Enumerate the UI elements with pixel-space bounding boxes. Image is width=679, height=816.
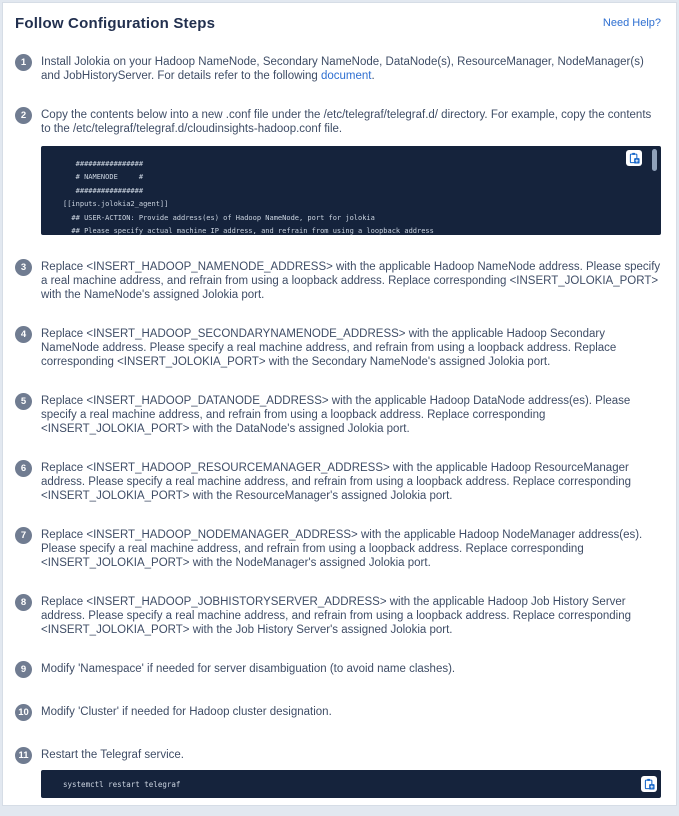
step-9-body bbox=[41, 661, 661, 676]
step-4-body bbox=[41, 326, 661, 369]
step-8-text: Replace <INSERT_HADOOP_JOBHISTORYSERVER_ADDRESS> with the applicable Hadoop Job History Server address. Please specify a real machine address, and refrain from using a loopback address. Replace corresponding <INSERT_JOLOKIA_PORT> with the Job History Server's assigned Jolokia port. bbox=[41, 596, 632, 636]
step-5 bbox=[15, 393, 661, 436]
step-1-text-after: . bbox=[371, 70, 375, 82]
step-9 bbox=[15, 661, 661, 678]
step-3-body bbox=[41, 259, 661, 302]
step-11-body bbox=[41, 747, 661, 798]
step-11-number-badge: 11 bbox=[15, 747, 32, 764]
step-2-text: Copy the contents below into a new .conf file under the /etc/telegraf/telegraf.d/ directory. For example, copy the contents to the /etc/telegraf/telegraf.d/cloudinsights-hadoop.conf file. bbox=[41, 109, 652, 135]
step-1-text bbox=[41, 55, 661, 83]
need-help-link[interactable]: Need Help? bbox=[602, 17, 661, 29]
step-1 bbox=[15, 54, 661, 83]
code-line: ## Please specify actual machine IP address, and refrain from using a loopback address bbox=[63, 227, 434, 235]
step-8-body bbox=[41, 594, 661, 637]
step-6-number-badge: 6 bbox=[15, 460, 32, 477]
step-9-text: Modify 'Namespace' if needed for server disambiguation (to avoid name clashes). bbox=[41, 663, 456, 675]
panel-header bbox=[15, 15, 661, 32]
step-6 bbox=[15, 460, 661, 503]
copy-command-button[interactable] bbox=[641, 776, 657, 792]
step-5-text: Replace <INSERT_HADOOP_DATANODE_ADDRESS> with the applicable Hadoop DataNode address(es). Please specify a real machine address, and refrain from using a loopback address. Replace corresponding <INSERT_JOLOKIA_PORT> with the DataNode's assigned Jolokia port. bbox=[41, 395, 631, 435]
step-7-body bbox=[41, 527, 661, 570]
telegraf-config-code bbox=[41, 146, 661, 235]
copy-icon bbox=[628, 152, 640, 164]
step-10-body bbox=[41, 704, 661, 719]
code-line: ################ bbox=[63, 186, 144, 195]
step-3 bbox=[15, 259, 661, 302]
step-3-number-badge: 3 bbox=[15, 259, 32, 276]
step-7 bbox=[15, 527, 661, 570]
step-11 bbox=[15, 747, 661, 798]
copy-config-button[interactable] bbox=[626, 150, 642, 166]
step-7-text: Replace <INSERT_HADOOP_NODEMANAGER_ADDRESS> with the applicable Hadoop NodeManager address(es). Please specify a real machine address, and refrain from using a loopback address. Replace corresponding <INSERT_JOLOKIA_PORT> with the NodeManager's assigned Jolokia port. bbox=[41, 529, 643, 569]
step-6-body bbox=[41, 460, 661, 503]
step-10-text: Modify 'Cluster' if needed for Hadoop cluster designation. bbox=[41, 706, 332, 718]
step-1-number-badge: 1 bbox=[15, 54, 32, 71]
step-9-number-badge: 9 bbox=[15, 661, 32, 678]
step-5-number-badge: 5 bbox=[15, 393, 32, 410]
restart-command: systemctl restart telegraf bbox=[63, 779, 181, 789]
step-1-text-before: Install Jolokia on your Hadoop NameNode, Secondary NameNode, DataNode(s), ResourceManager, NodeManager(s) and JobHistoryServer. For details refer to the following bbox=[41, 56, 644, 82]
step-2 bbox=[15, 107, 661, 235]
code-line: [[inputs.jolokia2_agent]] bbox=[63, 200, 169, 209]
step-7-number-badge: 7 bbox=[15, 527, 32, 544]
step-5-body bbox=[41, 393, 661, 436]
step-10 bbox=[15, 704, 661, 721]
step-2-body bbox=[41, 107, 661, 235]
code-line: ## USER-ACTION: Provide address(es) of Hadoop NameNode, port for jolokia bbox=[63, 213, 375, 222]
telegraf-config-code-block bbox=[41, 146, 661, 235]
restart-command-code-block bbox=[41, 770, 661, 798]
document-link[interactable]: document bbox=[320, 70, 372, 82]
configuration-panel bbox=[2, 2, 677, 806]
code-line: # NAMENODE # bbox=[63, 173, 144, 182]
step-4-number-badge: 4 bbox=[15, 326, 32, 343]
step-1-body bbox=[41, 54, 661, 83]
code-line: ################ bbox=[63, 160, 144, 168]
step-11-text: Restart the Telegraf service. bbox=[41, 749, 184, 761]
step-8-number-badge: 8 bbox=[15, 594, 32, 611]
copy-icon bbox=[643, 778, 655, 790]
code-scrollbar-thumb[interactable] bbox=[652, 149, 657, 171]
step-3-text: Replace <INSERT_HADOOP_NAMENODE_ADDRESS> with the applicable Hadoop NameNode address. Please specify a real machine address, and refrain from using a loopback address. Replace corresponding <INSERT_JOLOKIA_PORT> with the NameNode's assigned Jolokia port. bbox=[41, 261, 661, 301]
step-6-text: Replace <INSERT_HADOOP_RESOURCEMANAGER_ADDRESS> with the applicable Hadoop ResourceManager address. Please specify a real machine address, and refrain from using a loopback address. Replace corresponding <INSERT_JOLOKIA_PORT> with the ResourceManager's assigned Jolokia port. bbox=[41, 462, 632, 502]
step-2-number-badge: 2 bbox=[15, 107, 32, 124]
step-8 bbox=[15, 594, 661, 637]
steps-list bbox=[15, 54, 661, 798]
step-4-text: Replace <INSERT_HADOOP_SECONDARYNAMENODE_ADDRESS> with the applicable Hadoop Secondary NameNode address. Please specify a real machine address, and refrain from using a loopback address. Replace corresponding <INSERT_JOLOKIA_PORT> with the Secondary NameNode's assigned Jolokia port. bbox=[41, 328, 617, 368]
page-title: Follow Configuration Steps bbox=[15, 15, 216, 32]
step-10-number-badge: 10 bbox=[15, 704, 32, 721]
step-4 bbox=[15, 326, 661, 369]
